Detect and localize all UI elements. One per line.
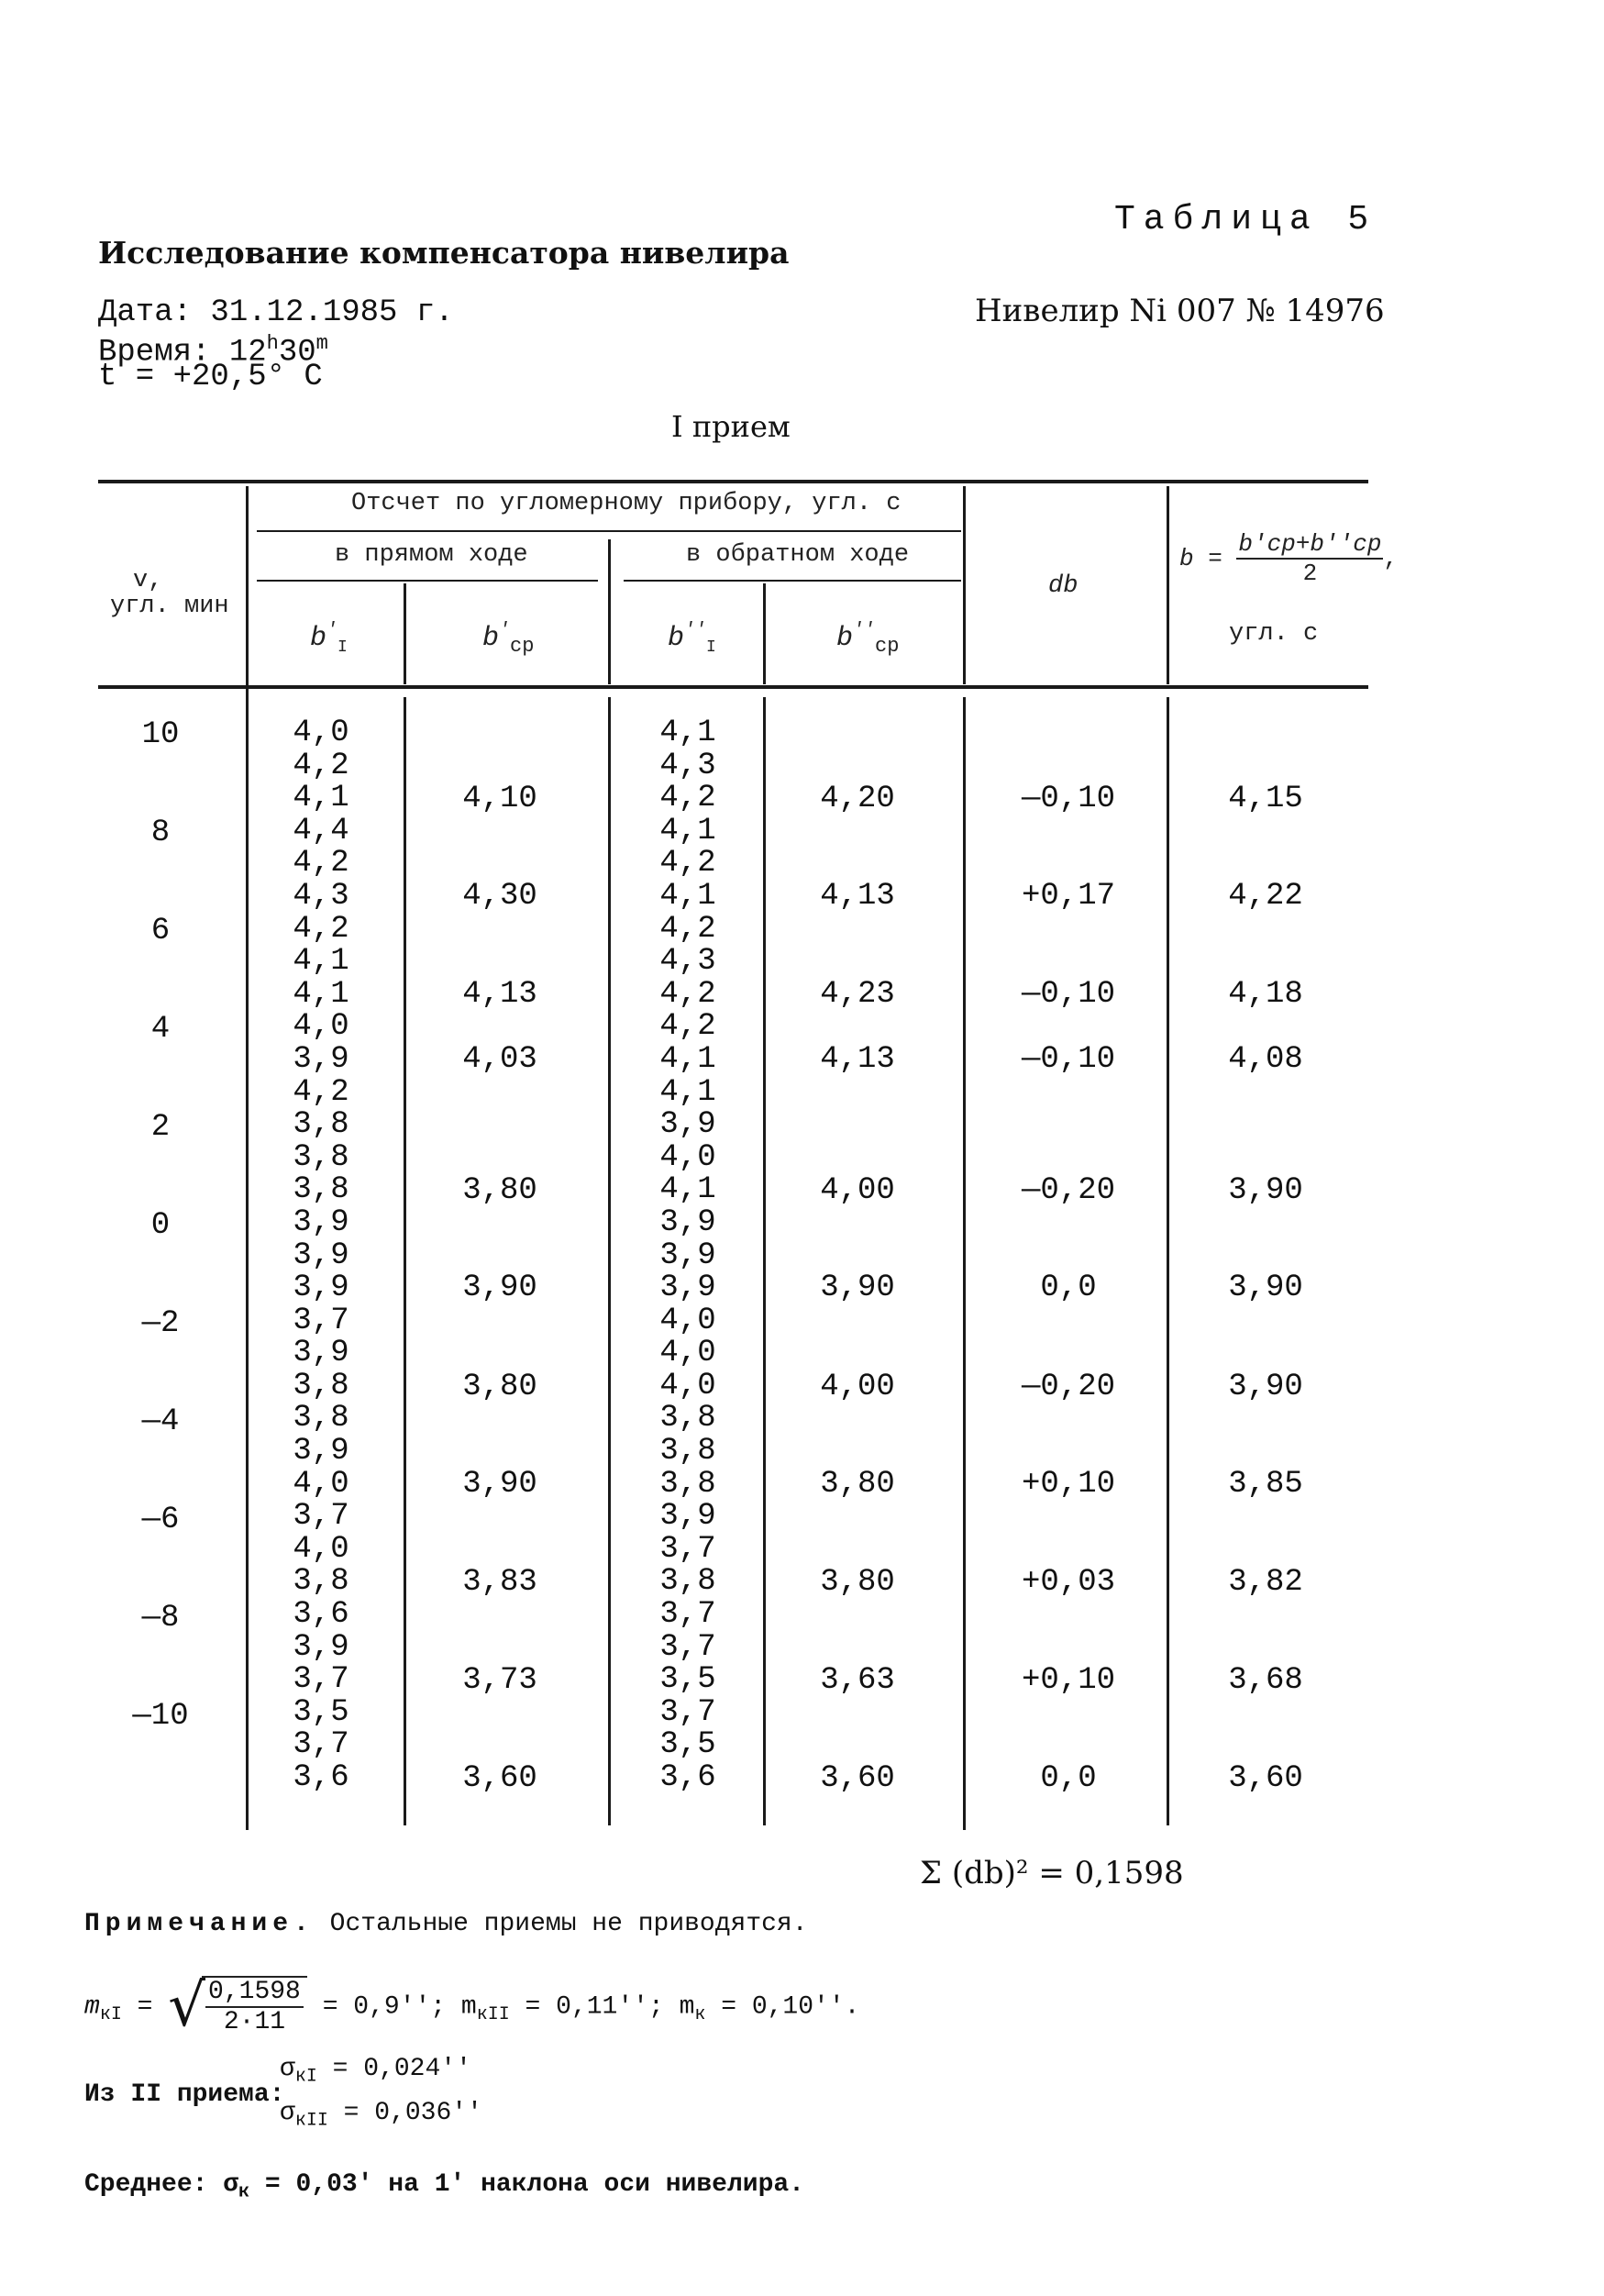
bcp-forward-value: 3,80 xyxy=(462,1173,537,1208)
forward-reading: 3,8 xyxy=(293,1368,349,1403)
db-value: —0,20 xyxy=(1021,1173,1116,1208)
col-header-b-unit: угл. с xyxy=(1229,620,1319,648)
bcp-reverse-value: 3,80 xyxy=(820,1467,895,1502)
forward-reading: 3,7 xyxy=(293,1727,349,1763)
col-divider-6b xyxy=(1167,697,1169,1825)
v-value: 8 xyxy=(150,815,171,850)
forward-reading: 4,1 xyxy=(293,781,349,816)
b-value: 3,90 xyxy=(1228,1270,1303,1305)
remark-line: Примечание. Остальные приемы не приводятся. xyxy=(84,1910,808,1938)
reverse-reading: 4,2 xyxy=(659,781,716,816)
reverse-reading: 3,8 xyxy=(659,1401,716,1436)
group-header: Отсчет по угломерному прибору, угл. с xyxy=(351,490,902,517)
reverse-reading: 3,6 xyxy=(659,1760,716,1795)
bcp-forward-value: 3,60 xyxy=(462,1761,537,1796)
temperature-line: t = +20,5° С xyxy=(98,360,323,394)
bcp-reverse-value: 3,80 xyxy=(820,1565,895,1600)
reverse-reading: 4,1 xyxy=(659,715,716,750)
forward-reading: 3,8 xyxy=(293,1564,349,1600)
m-formula: $m_{кI}$ = √ $\frac{0,1598}{2\cdot 11}$ = 0,9′′; $m_{кII} = 0,11''$; $m_к = 0,10''$. xyxy=(84,1972,860,2040)
v-value: 0 xyxy=(150,1208,171,1243)
v-value: 2 xyxy=(150,1110,171,1145)
reverse-reading: 4,3 xyxy=(659,748,716,783)
reverse-reading: 3,7 xyxy=(659,1694,716,1730)
group-header-rule xyxy=(257,530,961,532)
forward-header-rule xyxy=(257,580,598,582)
forward-reading: 3,5 xyxy=(293,1694,349,1730)
bcp-reverse-value: 4,13 xyxy=(820,879,895,914)
b-value: 4,08 xyxy=(1228,1042,1303,1077)
b-value: 3,90 xyxy=(1228,1173,1303,1208)
forward-reading: 3,8 xyxy=(293,1172,349,1208)
forward-reading: 4,0 xyxy=(293,1531,349,1567)
forward-reading: 3,9 xyxy=(293,1041,349,1077)
col-divider-2 xyxy=(404,583,406,684)
db-value: —0,10 xyxy=(1021,782,1116,816)
reverse-reading: 4,2 xyxy=(659,976,716,1012)
instrument-line: Нивелир Ni 007 № 14976 xyxy=(975,293,1385,329)
reverse-reading: 4,0 xyxy=(659,1336,716,1371)
forward-reading: 3,8 xyxy=(293,1401,349,1436)
b-value: 3,60 xyxy=(1228,1761,1303,1796)
col-divider-3 xyxy=(608,539,611,684)
from-second-method-label: Из II приема: xyxy=(84,2080,285,2109)
b-value: 3,82 xyxy=(1228,1565,1303,1600)
sigma-k1-line: $\sigma_{кI} = 0,024''$ xyxy=(280,2055,471,2088)
forward-reading: 4,0 xyxy=(293,715,349,750)
db-value: +0,10 xyxy=(1021,1467,1116,1502)
v-value: —6 xyxy=(141,1503,180,1537)
forward-reading: 4,0 xyxy=(293,1009,349,1045)
db-value: 0,0 xyxy=(1040,1270,1097,1305)
forward-reading: 3,8 xyxy=(293,1107,349,1143)
bcp-reverse-value: 3,60 xyxy=(820,1761,895,1796)
table-number: Таблица 5 xyxy=(1114,200,1377,239)
b-value: 4,15 xyxy=(1228,782,1303,816)
forward-reading: 3,6 xyxy=(293,1597,349,1633)
reverse-reading: 3,7 xyxy=(659,1629,716,1665)
bcp-reverse-value: 4,13 xyxy=(820,1042,895,1077)
forward-reading: 3,9 xyxy=(293,1237,349,1273)
forward-reading: 3,8 xyxy=(293,1139,349,1175)
db-value: —0,10 xyxy=(1021,1042,1116,1077)
bcp-forward-value: 3,83 xyxy=(462,1565,537,1600)
date-line: Дата: 31.12.1985 г. xyxy=(98,295,454,330)
reverse-reading: 3,8 xyxy=(659,1434,716,1470)
col-divider-4b xyxy=(763,697,766,1825)
reverse-reading: 3,5 xyxy=(659,1727,716,1763)
reverse-reading: 4,2 xyxy=(659,911,716,947)
v-label: v, xyxy=(133,567,163,594)
reverse-header-rule xyxy=(624,580,961,582)
bcp-forward-value: 4,03 xyxy=(462,1042,537,1077)
col-divider-1 xyxy=(246,486,249,1830)
reverse-reading: 4,2 xyxy=(659,1009,716,1045)
reverse-reading: 4,1 xyxy=(659,1172,716,1208)
bcp-forward-value: 3,90 xyxy=(462,1467,537,1502)
db-value: +0,10 xyxy=(1021,1663,1116,1698)
col-divider-4 xyxy=(763,583,766,684)
col-divider-2b xyxy=(404,697,406,1825)
reverse-reading: 4,1 xyxy=(659,813,716,849)
col-header-bcp-forward: $b'_{ср}$ xyxy=(482,620,535,658)
v-value: 4 xyxy=(150,1012,171,1047)
v-value: —8 xyxy=(141,1601,180,1636)
reverse-reading: 4,0 xyxy=(659,1139,716,1175)
reverse-reading: 4,2 xyxy=(659,846,716,882)
reverse-reading: 3,7 xyxy=(659,1597,716,1633)
reverse-reading: 3,5 xyxy=(659,1662,716,1698)
forward-reading: 4,2 xyxy=(293,1074,349,1110)
section-title: I прием xyxy=(671,409,791,444)
bcp-reverse-value: 3,63 xyxy=(820,1663,895,1698)
bcp-forward-value: 4,30 xyxy=(462,879,537,914)
forward-reading: 3,9 xyxy=(293,1204,349,1240)
bcp-forward-value: 3,90 xyxy=(462,1270,537,1305)
sum-db-squared: Σ (db)² = 0,1598 xyxy=(920,1855,1184,1891)
reverse-reading: 4,0 xyxy=(659,1368,716,1403)
forward-reading: 4,0 xyxy=(293,1466,349,1502)
bcp-reverse-value: 4,20 xyxy=(820,782,895,816)
bcp-reverse-value: 4,23 xyxy=(820,977,895,1012)
v-value: —10 xyxy=(132,1699,189,1734)
v-value: 10 xyxy=(141,717,180,752)
bcp-forward-value: 4,10 xyxy=(462,782,537,816)
v-value: 6 xyxy=(150,914,171,948)
reverse-reading: 4,1 xyxy=(659,878,716,914)
db-value: 0,0 xyxy=(1040,1761,1097,1796)
forward-reading: 4,4 xyxy=(293,813,349,849)
bcp-forward-value: 4,13 xyxy=(462,977,537,1012)
b-value: 3,90 xyxy=(1228,1370,1303,1404)
v-unit: угл. мин xyxy=(110,593,229,620)
v-value: —4 xyxy=(141,1404,180,1439)
reverse-reading: 3,9 xyxy=(659,1499,716,1535)
reverse-reading: 4,1 xyxy=(659,1074,716,1110)
b-value: 4,22 xyxy=(1228,879,1303,914)
time-hour-mark: h xyxy=(266,332,279,355)
reverse-reading: 3,8 xyxy=(659,1564,716,1600)
forward-reading: 3,9 xyxy=(293,1270,349,1306)
reverse-reading: 3,9 xyxy=(659,1107,716,1143)
col-header-bcp-reverse: $b''_{ср}$ xyxy=(836,620,900,658)
b-value: 3,68 xyxy=(1228,1663,1303,1698)
sigma-k2-line: $\sigma_{кII} = 0,036''$ xyxy=(280,2099,482,2132)
reverse-reading: 3,7 xyxy=(659,1531,716,1567)
b-value: 3,85 xyxy=(1228,1467,1303,1502)
col-header-b1-forward: $b'_I$ xyxy=(310,620,348,657)
forward-reading: 3,9 xyxy=(293,1629,349,1665)
reverse-reading: 4,1 xyxy=(659,1041,716,1077)
reverse-reading: 4,3 xyxy=(659,944,716,980)
forward-reading: 4,2 xyxy=(293,846,349,882)
bcp-forward-value: 3,73 xyxy=(462,1663,537,1698)
reverse-readings-column xyxy=(642,717,734,1795)
col-header-b-formula: b = $\frac{b'ср+b''ср}{2}$ , xyxy=(1179,530,1399,587)
db-value: +0,17 xyxy=(1021,879,1116,914)
time-minutes: 30 xyxy=(278,335,316,371)
forward-readings-column xyxy=(275,717,367,1795)
reverse-header: в обратном ходе xyxy=(686,541,910,569)
reverse-reading: 3,9 xyxy=(659,1204,716,1240)
forward-reading: 4,2 xyxy=(293,748,349,783)
reverse-reading: 3,9 xyxy=(659,1237,716,1273)
reverse-reading: 3,9 xyxy=(659,1270,716,1306)
col-divider-5 xyxy=(963,486,966,684)
time-prefix: Время: 12 xyxy=(98,335,267,371)
bcp-forward-value: 3,80 xyxy=(462,1370,537,1404)
bcp-reverse-value: 3,90 xyxy=(820,1270,895,1305)
forward-reading: 4,2 xyxy=(293,911,349,947)
reverse-reading: 3,8 xyxy=(659,1466,716,1502)
db-value: —0,20 xyxy=(1021,1370,1116,1404)
table-top-rule xyxy=(98,480,1368,483)
col-divider-6 xyxy=(1167,486,1169,684)
mean-line: Среднее: $\sigma_к = 0,03'$ на 1′ наклона оси нивелира. xyxy=(84,2170,804,2203)
forward-reading: 3,6 xyxy=(293,1760,349,1795)
reverse-reading: 4,0 xyxy=(659,1303,716,1338)
time-minute-mark: m xyxy=(315,332,328,355)
col-divider-3b xyxy=(608,697,611,1825)
forward-reading: 3,9 xyxy=(293,1434,349,1470)
forward-reading: 3,7 xyxy=(293,1303,349,1338)
forward-reading: 3,7 xyxy=(293,1499,349,1535)
forward-reading: 3,7 xyxy=(293,1662,349,1698)
col-header-b1-reverse: $b''_I$ xyxy=(668,620,716,657)
v-value: —2 xyxy=(141,1306,180,1341)
forward-header: в прямом ходе xyxy=(335,541,528,569)
db-value: +0,03 xyxy=(1021,1565,1116,1600)
header-bottom-rule xyxy=(98,685,1368,689)
col-header-db: db xyxy=(1048,572,1079,600)
forward-reading: 4,1 xyxy=(293,944,349,980)
forward-reading: 4,3 xyxy=(293,878,349,914)
document-title: Исследование компенсатора нивелира xyxy=(98,235,790,271)
db-value: —0,10 xyxy=(1021,977,1116,1012)
forward-reading: 3,9 xyxy=(293,1336,349,1371)
forward-reading: 4,1 xyxy=(293,976,349,1012)
bcp-reverse-value: 4,00 xyxy=(820,1370,895,1404)
b-value: 4,18 xyxy=(1228,977,1303,1012)
col-divider-5b xyxy=(963,697,966,1830)
bcp-reverse-value: 4,00 xyxy=(820,1173,895,1208)
